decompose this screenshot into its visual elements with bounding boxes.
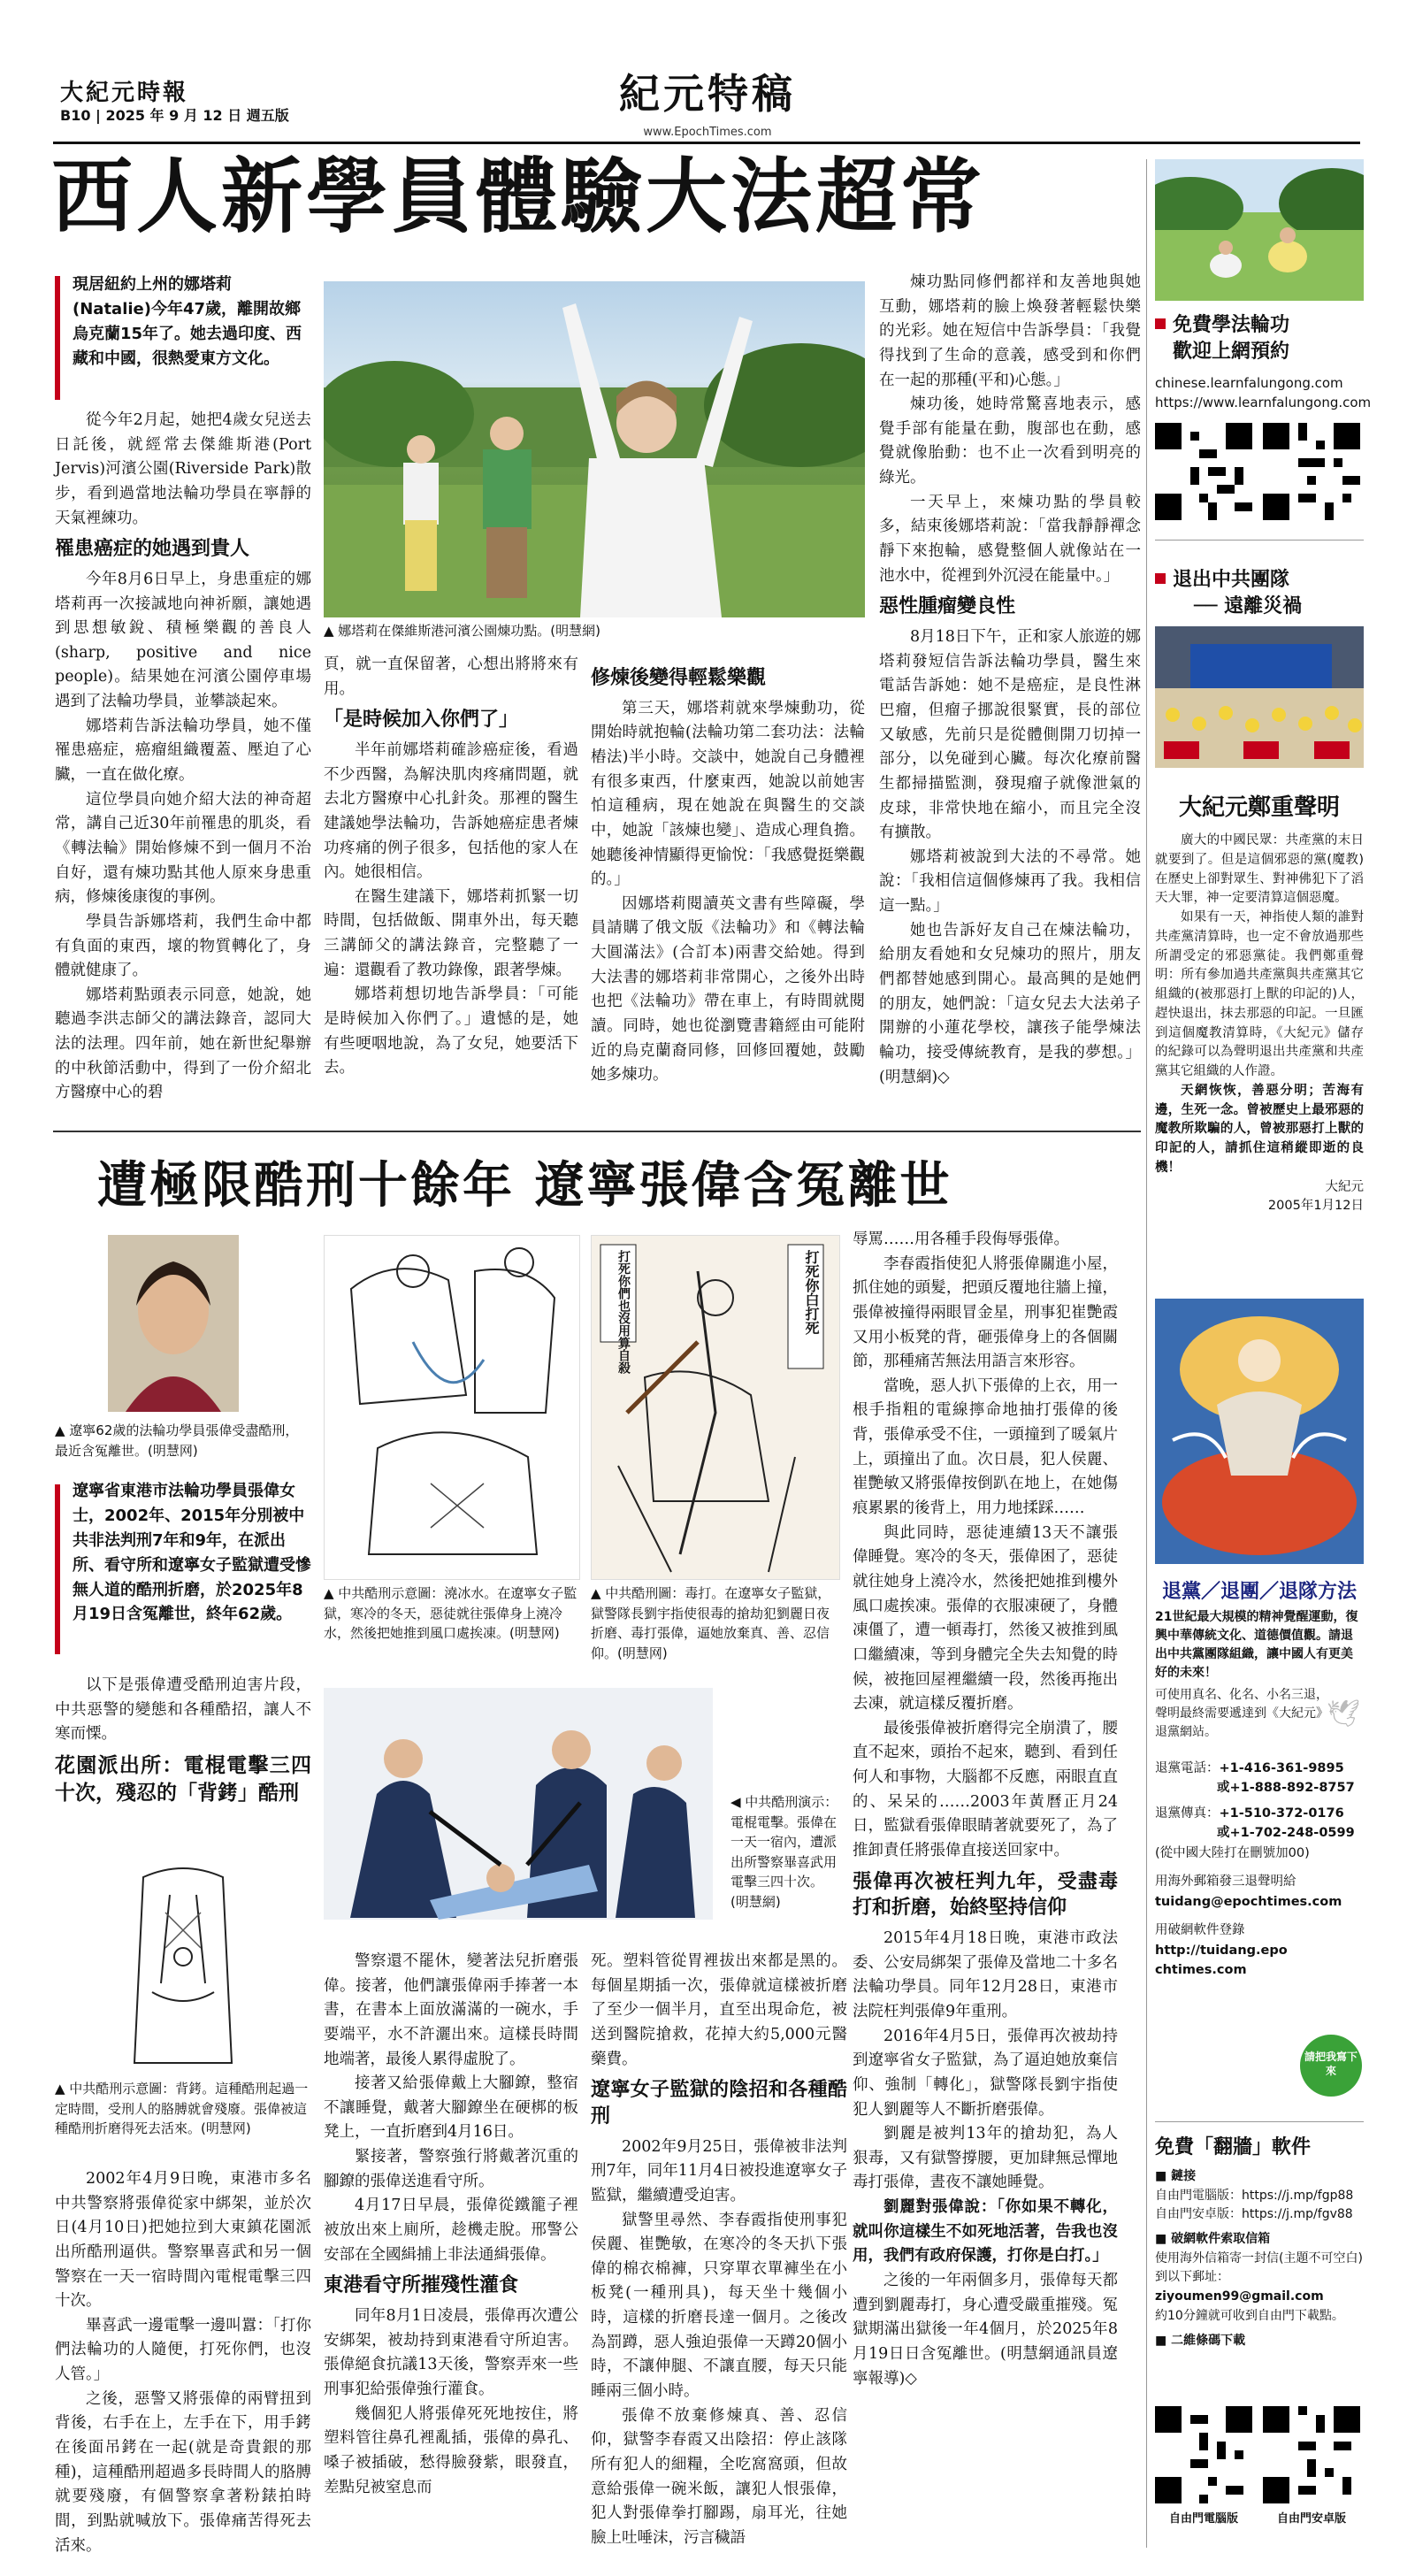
tel-number[interactable]: +1-416-361-9895 xyxy=(1219,1761,1344,1775)
article1-headline: 西人新學員體驗大法超常 xyxy=(51,149,986,244)
app-link[interactable]: http://tuidang.epochtimes.com xyxy=(1155,1943,1288,1978)
article2-col1b xyxy=(55,2167,311,2558)
sidebar-s2-square xyxy=(1155,573,1166,584)
qr-code-icon xyxy=(1263,2406,1360,2503)
paragraph: 劉麗是被判13年的搶劫犯，為人狠毒，又有獄警撐腰，更加肆無忌憚地毒打張偉，晝夜不讓她睡覺。 xyxy=(853,2125,1118,2192)
paragraph: 這位學員向她介紹大法的神奇超常，講自己近30年前罹患的肌炎，看《轉法輪》開始修煉不到一個月不治自好，還有煉功點其他人原來身患重病，修煉後康復的事例。 xyxy=(55,790,311,907)
paragraph: 2002年4月9日晚，東港市多名中共警察將張偉從家中綁架，並於次日(4月10日)把她拉到大東鎮花園派出所酷刑逼供。警察畢喜武和另一個警察在一天一宿時間內電棍電擊三四十次。 xyxy=(55,2170,311,2311)
park-photo-drawing xyxy=(1155,159,1364,301)
sidebar-s5-title: 免費「翻牆」軟件 xyxy=(1155,2136,1312,2158)
sign-up-badge[interactable]: 請把我寫下來 xyxy=(1300,2035,1362,2097)
masthead: 大紀元時報 xyxy=(60,80,189,106)
paragraph: 因娜塔莉閱讀英文書有些障礙，學員請購了俄文版《法輪功》和《轉法輪 大圓滿法》(合訂本)兩書交給她。得到大法書的娜塔莉非常開心，之後外出時也把《法輪功》帶在車上，有時間就閱讀。同時，她也從瀏覽書籍經由可能附近的烏克蘭裔同修，回修回覆她，鼓勵她多煉功。 xyxy=(591,894,865,1085)
sidebar-rule xyxy=(1146,159,1147,2548)
article-separator xyxy=(53,1131,1141,1132)
portrait-caption: ▲ 遼寧62歲的法輪功學員張偉受盡酷刑，最近含冤離世。(明慧网) xyxy=(55,1422,299,1459)
article2-col4 xyxy=(853,1228,1118,2391)
paragraph: 娜塔莉告訴法輪功學員，她不僅罹患癌症，癌瘤組織覆蓋、壓迫了心臟，一直在做化療。 xyxy=(55,717,311,785)
paragraph: 最後張偉被折磨得完全崩潰了，腰直不起來，頭抬不起來，聽到、看到任何人和事物，大腦都不反應，兩眼直直的、呆呆的……2003年黃曆正月24日，監獄看張偉眼睛著就要死了，為了推卸責任將張偉直接送回家中。 xyxy=(853,1719,1118,1860)
fax-label: 退黨傳真： xyxy=(1155,1806,1220,1821)
sidebar-s2-title: 退出中共團隊 xyxy=(1173,569,1290,591)
article1-lead: 現居紐約上州的娜塔莉(Natalie)今年47歲，離開故鄉烏克蘭15年了。她去過印度、西藏和中國，很熱愛東方文化。 xyxy=(73,275,302,368)
photo-figures xyxy=(324,281,865,617)
subheading: 遼寧女子監獄的陰招和各種酷刑 xyxy=(591,2079,847,2128)
qr-label: ■ 二維條碼下載 xyxy=(1155,2333,1246,2348)
paragraph: 2015年4月18日晚，東港市政法委、公安局綁架了張偉及當地二十多名法輪功學員。同年12月28日，東港市法院枉判張偉9年重刑。 xyxy=(853,1929,1118,2020)
paragraph: 頁，就一直保留著，心想出將將來有用。 xyxy=(324,656,578,698)
paragraph: 在醫生建議下，娜塔莉抓緊一切時間，包括做飯、開車外出，每天聽三講師父的講法錄音，完整聽了一遍：還觀看了教功錄像，跟著學煉。 xyxy=(324,887,578,979)
section-title: 紀元特稿 xyxy=(619,70,796,118)
article1-lead-bar xyxy=(55,276,60,400)
paragraph: 辱罵……用各種手段侮辱張偉。 xyxy=(853,1230,1069,1248)
paragraph: 娜塔莉被說到大法的不尋常。她說：「我相信這個修煉再了我。我相信這一點。」 xyxy=(879,847,1141,916)
sidebar-s1-url2[interactable]: https://www.learnfalungong.com xyxy=(1155,395,1372,410)
sidebar-s4-contacts xyxy=(1155,1759,1364,1981)
article1-col1 xyxy=(55,409,311,1106)
article2-lead-bar xyxy=(55,1484,60,1654)
freegate-android-link[interactable]: 自由門安卓版：https://j.mp/fgv88 xyxy=(1155,2207,1353,2222)
link-label: ■ 鏈接 xyxy=(1155,2169,1197,2183)
ice-water-illustration xyxy=(324,1235,580,1580)
paragraph: 從今年2月起，她把4歲女兒送去日託後，就經常去傑維斯港(Port Jervis)河濱公園(Riverside Park)散步，看到過當地法輪功學員在寧靜的天氣裡練功。 xyxy=(55,411,311,527)
freegate-pc-link[interactable]: 自由門電腦版：https://j.mp/fgp88 xyxy=(1155,2188,1354,2203)
paragraph: 學員告訴娜塔莉，我們生命中都有負面的東西，壞的物質轉化了，身體就健康了。 xyxy=(55,912,311,980)
request-text: 使用海外信箱寄一封信(主題不可空白)到以下郵址： xyxy=(1155,2250,1363,2285)
header-rule xyxy=(53,142,1360,144)
dove-icon: 🕊 xyxy=(1327,1698,1361,1729)
paragraph: 2016年4月5日，張偉再次被劫持到遼寧省女子監獄，為了逼迫她放棄信仰、強制「轉化」，獄警隊長劉宇指使犯人劉麗等人不斷折磨張偉。 xyxy=(853,2027,1118,2119)
subheading: 張偉再次被枉判九年，受盡毒打和折磨，始終堅持信仰 xyxy=(853,1870,1118,1920)
paragraph: 天網恢恢，善惡分明；苦海有邊，生死一念。曾被歷史上最邪惡的魔教所欺騙的人，曾被那惡打上獸的印記的人，請抓住這稍縱即逝的良機！ xyxy=(1155,1083,1364,1175)
fax-note: (從中國大陸打在刪號加00) xyxy=(1155,1845,1310,1860)
ice-water-drawing xyxy=(325,1236,580,1580)
request-text2: 約10分鐘就可收到自由門下載點。 xyxy=(1155,2308,1344,2323)
back-cuff-illustration xyxy=(81,1859,285,2072)
subheading: 惡性腫瘤變良性 xyxy=(879,595,1016,618)
subheading: 東港看守所摧殘性灌食 xyxy=(324,2274,519,2297)
portrait-figure xyxy=(108,1235,239,1412)
tuidang-rally-photo xyxy=(1155,626,1364,768)
article1-col2 xyxy=(324,653,578,1081)
sidebar-s2-title2: ── 遠離災禍 xyxy=(1194,595,1303,617)
sidebar-s1-url1[interactable]: chinese.learnfalungong.com xyxy=(1155,375,1343,391)
article2-col1a xyxy=(55,1674,311,1813)
paragraph: 同年8月1日凌晨，張偉再次遭公安綁架，被劫持到東港看守所迫害。張偉絕食抗議13天後，警察弄來一些刑事犯給張偉強行灌食。 xyxy=(324,2307,578,2398)
paragraph: 4月17日早晨，張偉從鐵籠子裡被放出來上廁所，趁機走脫。邢警公安部在全國緝捕上非法通緝張偉。 xyxy=(324,2196,578,2264)
sidebar-s1-title2: 歡迎上網預約 xyxy=(1173,341,1290,363)
site-url: www.EpochTimes.com xyxy=(643,126,772,139)
sidebar-s3-date: 2005年1月12日 xyxy=(1267,1199,1364,1214)
app-label: 用破網軟件登錄 xyxy=(1155,1923,1245,1938)
paragraph: 娜塔莉想切地告訴學員：「可能是時候加入你們了。」遺憾的是，她有些哽咽地說，為了女兒，她要活下去。 xyxy=(324,985,578,1077)
rally-photo-drawing xyxy=(1155,626,1364,768)
paragraph: 8月18日下午，正和家人旅遊的娜塔莉發短信告訴法輪功學員，醫生來電話告訴她：她不是癌症，是良性淋巴瘤，但瘤子挪說很緊實，長的部位又敏感，先前只是從體側開刀切掉一部分，以免碰到心臟。每次化療前醫生都掃描監測，發現瘤子就像泄氣的皮球，非常快地在縮小，而且完全沒有擴散。 xyxy=(879,628,1141,842)
request-email[interactable]: ziyoumen99@gmail.com xyxy=(1155,2289,1324,2304)
paragraph: 今年8月6日早上，身患重症的娜塔莉再一次接誠地向神祈願，讓她遇到思想敏銳、積極樂觀的善良人(sharp, positive and nice people)。結果她在河濱公園停車場遇到了法輪功學員，並攀談起來。 xyxy=(55,570,311,711)
paragraph: 如果有一天，神指使人類的誰對共產黨清算時，也一定不會放過那些所謂受定的邪惡黨徒。我們鄭重聲明：所有參加過共產黨與共產黨其它組織的(被那惡打上獸的印記的)人，趕快退出，抹去那惡的印記。一旦匯到這個魔教清算時，《大紀元》儲存的紀錄可以為聲明退出共產黨和共產黨其它組織的人作證。 xyxy=(1155,910,1364,1078)
back-cuff-drawing xyxy=(81,1859,285,2072)
paragraph: 她也告訴好友自己在煉法輪功，給朋友看她和女兒煉功的照片，朋友們都替她感到開心。最高興的是她們的朋友，她們說：「這女兒去大法弟子開辦的小蓮花學校，讓孩子能學煉法輪功，接受傳統教育，是我的夢想。」(明慧網)◇ xyxy=(879,921,1141,1086)
sidebar-s4-body: 21世紀最大規模的精神覺醒運動，復興中華傳統文化、道德價值觀。請退出中共黨團隊組織，讓中國人有更美好的未來！ xyxy=(1155,1610,1358,1680)
paragraph: 第三天，娜塔莉就來學煉動功，從開始時就抱輪(法輪功第二套功法：法輪樁法)半小時。交談中，她說自己身體裡有很多東西，什麼東西，她說以前她害怕這種病，現在她說在與醫生的交談中，她說「該煉也變」、造成心理負擔。她聽後神情顯得更愉悅：「我感覺挺樂觀的。」 xyxy=(591,699,865,889)
article2-col3 xyxy=(591,1950,847,2550)
beating-caption: ▲ 中共酷刑圖：毒打。在遼寧女子監獄，獄警隊長劉宇指使很毒的搶劫犯劉麗日夜折磨、毒打張偉，逼她放棄真、善、忍信仰。(明慧网) xyxy=(591,1585,831,1661)
fax-number[interactable]: 或+1-702-248-0599 xyxy=(1217,1826,1355,1841)
paragraph: 接著又給張偉戴上大腳鐐，整宿不讓睡覺，戴著大腳鐐坐在硬梆的板凳上，一直折磨到4月16日。 xyxy=(324,2074,578,2142)
paragraph: 死。塑料管從胃裡拔出來都是黑的。每個星期插一次，張偉就這樣被折磨了至少一個半月，直至出現命危，被送到醫院搶救，花掉大約5,000元醫藥費。 xyxy=(591,1952,847,2068)
sidebar-s3-sign: 大紀元 xyxy=(1325,1179,1364,1194)
article1-col4 xyxy=(879,271,1141,1090)
sidebar-s1-title: 免費學法輪功 xyxy=(1173,314,1290,336)
sidebar-s5-body xyxy=(1155,2167,1364,2350)
paragraph: 警察還不罷休，變著法兒折磨張偉。接著，他們讓張偉兩手捧著一本書，在書本上面放滿滿的一碗水，手要端平，水不許灑出來。這樣長時間地端著，最後人累得虛脫了。 xyxy=(324,1952,578,2068)
qr-code-icon xyxy=(1263,423,1360,520)
paragraph: 幾個犯人將張偉死死地按住，將塑料管往鼻孔裡亂插，張偉的鼻孔、嗓子被插破，愁得臉發紫，眼發直，差點兒被窒息而 xyxy=(324,2404,578,2496)
sidebar-s4-body2: 可使用真名、化名、小名三退，聲明最終需要遞達到《大紀元》退黨網站。 xyxy=(1155,1688,1328,1739)
painting-drawing xyxy=(1155,1299,1364,1564)
tel-label: 退黨電話： xyxy=(1155,1761,1220,1775)
article2-col2 xyxy=(324,1950,578,2500)
paragraph: 緊接著，警察強行將戴著沉重的腳鐐的張偉送進看守所。 xyxy=(324,2148,578,2190)
paragraph: 廣大的中國民眾：共產黨的末日就要到了。但是這個邪惡的黨(魔教)在歷史上卻對眾生、對神佛犯下了滔天大罪，神一定要清算這個惡魔。 xyxy=(1155,833,1364,906)
zhang-wei-portrait xyxy=(108,1235,239,1412)
qr-code-icon xyxy=(1155,423,1252,520)
paragraph: 之後，惡警又將張偉的兩臂扭到背後，右手在上，左手在下，用手銬在後面吊銬在一起(就是奇貴銀的那種)，這種酷刑超過多長時間人的胳膊就要殘廢，有個警察拿著粉錶拍時間，到點就喊放下。張偉痛苦得死去活來。 xyxy=(55,2389,311,2555)
park-exercise-photo xyxy=(1155,159,1364,301)
fax-number[interactable]: +1-510-372-0176 xyxy=(1219,1806,1344,1821)
paragraph: 當晚，惡人扒下張偉的上衣，用一根手指粗的電線擰命地抽打張偉的後背，張偉承受不住，一頭撞到了暖氣片上，頭撞出了血。次日晨，犯人侯麗、崔艷敏又將張偉按倒趴在地上，在她傷痕累累的後背上，用力地揉踩…… xyxy=(853,1376,1118,1518)
issue-line: B10 | 2025 年 9 月 12 日 週五版 xyxy=(60,107,289,124)
tel-number[interactable]: 或+1-888-892-8757 xyxy=(1217,1781,1355,1796)
paragraph: 2002年9月25日，張偉被非法判刑7年，同年11月4日被投進遼寧女子監獄，繼續遭受迫害。 xyxy=(591,2137,847,2204)
electric-baton-drawing xyxy=(324,1688,713,1920)
paragraph: 李春霞指使犯人將張偉關進小屋，抓住她的頭髮，把頭反覆地往牆上撞，張偉被撞得兩眼冒金星，刑事犯崔艷霞又用小板凳的背，砸張偉身上的各個關節，那種痛苦無法用語言來形容。 xyxy=(853,1254,1118,1371)
subheading: 「是時候加入你們了」 xyxy=(324,709,519,732)
sidebar-s3-title: 大紀元鄭重聲明 xyxy=(1178,794,1340,821)
natalie-photo-caption: ▲ 娜塔莉在傑維斯港河濱公園煉功點。(明慧網) xyxy=(324,623,601,639)
electric-baton-illustration xyxy=(324,1688,713,1920)
request-label: ■ 破網軟件索取信箱 xyxy=(1155,2232,1271,2247)
paragraph: 張偉不放棄修煉真、善、忍信仰，獄警李春霞又出陰招：停止該隊所有犯人的細糧，全吃窩窩頭，但故意給張偉一碗米飯，讓犯人恨張偉，犯人對張偉拳打腳踢，扇耳光，往她臉上吐唾沫，污言穢語 xyxy=(591,2406,847,2547)
article2-headline: 遭極限酷刑十餘年 遼寧張偉含冤離世 xyxy=(97,1156,952,1215)
beating-illustration xyxy=(591,1235,840,1580)
email-label: 用海外郵箱發三退聲明給 xyxy=(1155,1874,1296,1890)
ice-water-caption: ▲ 中共酷刑示意圖：澆冰水。在遼寧女子監獄，寒冷的冬天，惡徒就往張偉身上澆冷水，然後把她推到風口處挨凍。(明慧网) xyxy=(324,1585,577,1641)
beating-sign-left: 打死你們也沒用算自殺 xyxy=(616,1250,631,1374)
qr-label-android: 自由門安卓版 xyxy=(1276,2512,1346,2526)
subheading: 修煉後變得輕鬆樂觀 xyxy=(591,667,767,689)
paragraph: 半年前娜塔莉確診癌症後，看過不少西醫，為解決肌肉疼痛問題，就去北方醫療中心扎針灸。那裡的醫生建議她學法輪功，告訴她癌症患者煉功疼痛的例子很多，包括他的家人在內。她很相信。 xyxy=(324,740,578,882)
article2-lead: 遼寧省東港市法輪功學員張偉女士，2002年、2015年分別被中共非法判刑7年和9年，在派出所、看守所和遼寧女子監獄遭受慘無人道的酷刑折磨，於2025年8月19日含冤離世，終年62歲。 xyxy=(73,1482,311,1624)
qr-label-pc: 自由門電腦版 xyxy=(1168,2512,1238,2526)
subheading: 罹患癌症的她遇到貴人 xyxy=(55,538,250,561)
paragraph: 獄警里尋然、李春霞指使刑事犯侯麗、崔艷敏，在寒冷的冬天扒下張偉的棉衣棉褲，只穿單衣單褲坐在小板凳(一種刑具)，每天坐十幾個小時，這樣的折磨長達一個月。之後改為罰蹲，惡人強迫張偉一天蹲20個小時，不讓伸腿、不讓直腰，每天只能睡兩三個小時。 xyxy=(591,2211,847,2400)
back-cuff-caption: ▲ 中共酷刑示意圖：背銬。這種酷刑起過一定時間，受刑人的胳膊就會殘廢。張偉被這種酷刑折磨得死去活來。(明慧网) xyxy=(55,2081,309,2136)
sidebar-s1-square xyxy=(1155,318,1166,329)
beating-sign-right: 打死你白打死 xyxy=(803,1250,820,1335)
natalie-exercise-photo xyxy=(324,281,865,617)
qr-code-icon xyxy=(1155,2406,1252,2503)
divine-art-painting xyxy=(1155,1299,1364,1564)
sidebar-divider xyxy=(1155,2121,1364,2122)
sidebar-s4-title: 退黨／退團／退隊方法 xyxy=(1161,1581,1357,1603)
sidebar-s3-body xyxy=(1155,832,1364,1216)
paragraph: 娜塔莉點頭表示同意，她說，她聽過李洪志師父的講法錄音，認同大法的法理。四年前，她在新世紀舉辦的中秋節活動中，得到了一份介紹北方醫療中心的碧 xyxy=(55,985,311,1102)
paragraph: 之後的一年兩個多月，張偉每天都遭到劉麗毒打，身心遭受嚴重摧殘。冤獄期滿出獄後一年4個月，於2025年8月19日日含冤離世。(明慧網通訊員遼寧報導)◇ xyxy=(853,2272,1118,2388)
article1-col3 xyxy=(591,665,865,1088)
paragraph: 煉功點同修們都祥和友善地與她互動，娜塔莉的臉上煥發著輕鬆快樂的光彩。她在短信中告訴學員：「我覺得找到了生命的意義，感受到和你們在一起的那種(平和)心態。」 xyxy=(879,273,1141,389)
paragraph: 與此同時，惡徒連續13天不讓張偉睡覺。寒冷的冬天，張偉困了，惡徒就往她身上澆冷水，然後把她推到樓外風口處挨凍。張偉的衣服凍硬了，身體凍僵了，遭一頓毒打，然後又被推到風口繼續凍，等到身體完全失去知覺的時候，被拖回屋裡繼續一段，然後再拖出去凍，就這樣反覆折磨。 xyxy=(853,1523,1118,1714)
subheading: 花園派出所：電棍電擊三四十次，殘忍的「背銬」酷刑 xyxy=(55,1753,311,1805)
paragraph: 畢喜武一邊電擊一邊叫囂：「打你們法輪功的人隨便，打死你們，也沒人管。」 xyxy=(55,2316,311,2384)
paragraph: 以下是張偉遭受酷刑迫害片段，中共惡警的變態和各種酷招，讓人不寒而慄。 xyxy=(55,1676,311,1744)
electric-baton-caption: ◀ 中共酷刑演示：電棍電擊。張偉在一天一宿內，遭派出所警察畢喜武用電擊三四十次。(明慧網) xyxy=(730,1794,838,1910)
paragraph: 煉功後，她時常驚喜地表示，感覺手部有能量在動，腹部也在動，感覺就像胎動：也不止一次看到明亮的綠光。 xyxy=(879,395,1141,487)
paragraph: 一天早上，來煉功點的學員較多，結束後娜塔莉說：「當我靜靜禪念靜下來抱輪，感覺整個人就像站在一池水中，從裡到外沉浸在能量中。」 xyxy=(879,493,1141,585)
email-link[interactable]: tuidang@epochtimes.com xyxy=(1155,1894,1342,1909)
paragraph: 劉麗對張偉說：「你如果不轉化，就叫你這樣生不如死地活著，告我也沒用，我們有政府保護，打你是白打。」 xyxy=(853,2198,1118,2266)
